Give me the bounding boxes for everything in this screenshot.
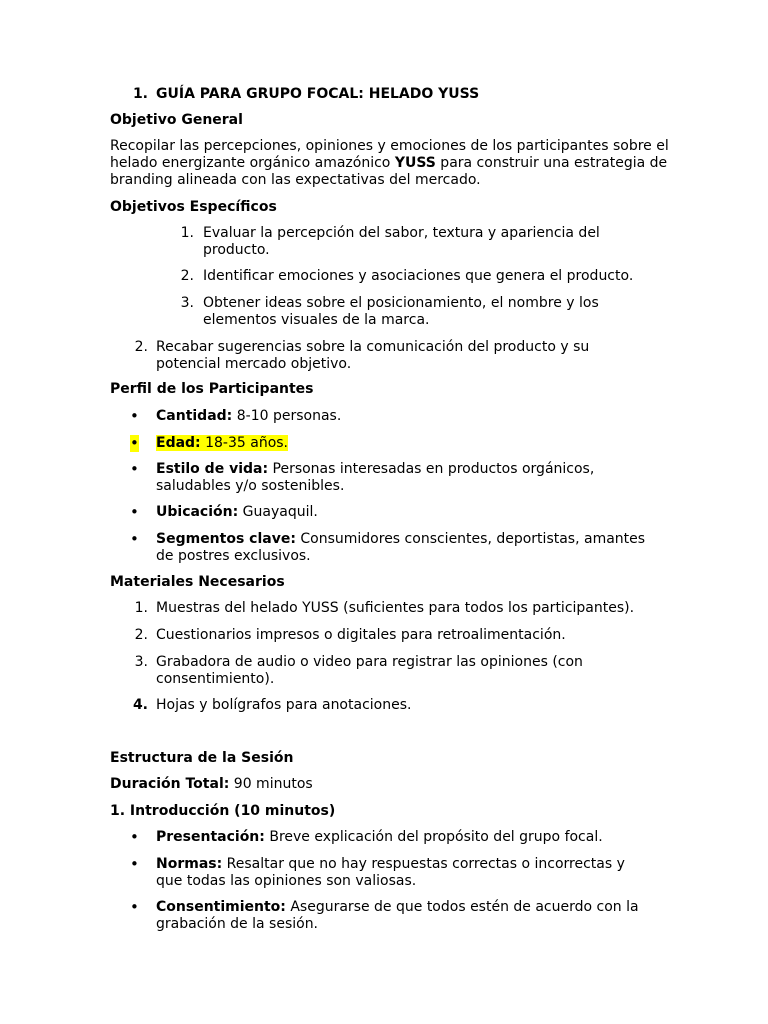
list-item-number: 2. xyxy=(180,268,194,284)
list-item-number: 3. xyxy=(134,654,148,670)
item-text: Breve explicación del propósito del grupo focal. xyxy=(264,829,603,845)
objetivo-general-paragraph xyxy=(110,138,670,189)
objetivos-especificos-heading: Objetivos Específicos xyxy=(110,199,277,215)
item-label: Ubicación: xyxy=(156,504,239,520)
list-item: Obtener ideas sobre el posicionamiento, el nombre y los elementos visuales de la marca. xyxy=(203,295,599,328)
duracion-label: Duración Total: xyxy=(110,776,230,792)
list-item xyxy=(156,408,656,425)
item-text: 8-10 personas. xyxy=(232,408,342,424)
bullet-icon: • xyxy=(130,407,139,425)
list-item-number: 1. xyxy=(180,225,194,241)
list-item-number: 4. xyxy=(132,697,148,713)
item-label: Edad: xyxy=(156,435,201,451)
item-text: Personas interesadas en productos orgánicos, saludables y/o sostenibles. xyxy=(156,461,595,494)
item-label: Presentación: xyxy=(156,829,265,845)
perfil-heading: Perfil de los Participantes xyxy=(110,381,314,397)
list-item-number: 2. xyxy=(134,627,148,643)
bullet-icon: • xyxy=(130,855,139,873)
item-label: Segmentos clave: xyxy=(156,531,296,547)
objetivo-general-text-after: para construir una estrategia de branding alineada con las expectativas del mercado. xyxy=(110,155,668,188)
list-item-number: 1. xyxy=(134,600,148,616)
list-item: Grabadora de audio o video para registrar las opiniones (con consentimiento). xyxy=(156,654,583,687)
item-label: Consentimiento: xyxy=(156,899,286,915)
item-text: Asegurarse de que todos estén de acuerdo con la grabación de la sesión. xyxy=(156,899,639,932)
title-number: 1. xyxy=(132,86,148,102)
item-label: Estilo de vida: xyxy=(156,461,269,477)
list-item xyxy=(156,504,656,521)
item-label: Cantidad: xyxy=(156,408,233,424)
list-item xyxy=(156,461,626,495)
bullet-icon: • xyxy=(130,530,139,548)
item-text: Consumidores conscientes, deportistas, amantes de postres exclusivos. xyxy=(156,531,646,564)
list-item-number: 3. xyxy=(180,295,194,311)
list-item: Identificar emociones y asociaciones que genera el producto. xyxy=(203,268,634,284)
item-text: 18-35 años. xyxy=(200,435,288,451)
list-item: Recabar sugerencias sobre la comunicación del producto y su potencial mercado objetivo. xyxy=(156,339,590,372)
list-item xyxy=(156,829,666,846)
objetivo-general-text-before: Recopilar las percepciones, opiniones y emociones de los participantes sobre el helado energizante orgánico amazónico xyxy=(110,138,669,171)
duracion-total xyxy=(110,776,670,793)
list-item: Muestras del helado YUSS (suficientes para todos los participantes). xyxy=(156,600,635,616)
list-item-highlighted xyxy=(156,435,288,452)
estructura-heading: Estructura de la Sesión xyxy=(110,750,294,766)
materiales-heading: Materiales Necesarios xyxy=(110,574,285,590)
bullet-icon: • xyxy=(130,434,139,452)
list-item xyxy=(156,899,661,933)
document-title: GUÍA PARA GRUPO FOCAL: HELADO YUSS xyxy=(156,86,480,102)
brand-name: YUSS xyxy=(394,155,436,171)
list-item: Cuestionarios impresos o digitales para retroalimentación. xyxy=(156,627,566,643)
list-item-number: 2. xyxy=(134,339,148,355)
list-item: Evaluar la percepción del sabor, textura y apariencia del producto. xyxy=(203,225,600,258)
duracion-value: 90 minutos xyxy=(229,776,313,792)
introduccion-heading: 1. Introducción (10 minutos) xyxy=(110,803,336,819)
list-item xyxy=(156,531,661,565)
list-item: Hojas y bolígrafos para anotaciones. xyxy=(156,697,412,713)
bullet-icon: • xyxy=(130,503,139,521)
bullet-icon: • xyxy=(130,898,139,916)
list-item xyxy=(156,856,646,890)
objetivo-general-heading: Objetivo General xyxy=(110,112,243,128)
item-text: Guayaquil. xyxy=(238,504,318,520)
bullet-icon: • xyxy=(130,460,139,478)
item-text: Resaltar que no hay respuestas correctas o incorrectas y que todas las opiniones son valiosas. xyxy=(156,856,625,889)
item-label: Normas: xyxy=(156,856,223,872)
bullet-icon: • xyxy=(130,828,139,846)
